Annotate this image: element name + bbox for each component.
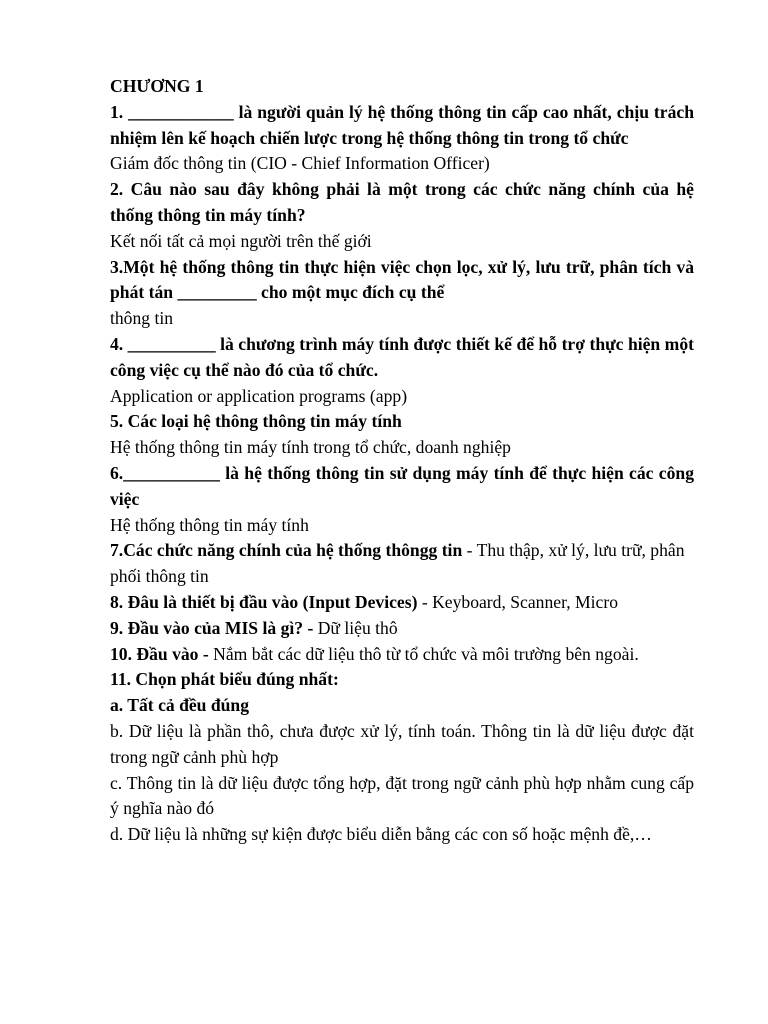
question-1: 1. ____________ là người quản lý hệ thống thông tin cấp cao nhất, chịu trách nhiệm lên kế hoạch chiến lược trong hệ thống thông tin trong tổ chức bbox=[110, 101, 694, 148]
option-a: a. Tất cả đều đúng bbox=[110, 695, 249, 716]
question-10: 10. Đầu vào - bbox=[110, 643, 209, 664]
question-8: 8. Đâu là thiết bị đầu vào (Input Devices) bbox=[110, 591, 418, 612]
option-c: c. Thông tin là dữ liệu được tổng hợp, đặt trong ngữ cảnh phù hợp nhằm cung cấp ý nghĩa nào đó bbox=[110, 772, 694, 819]
question-2: 2. Câu nào sau đây không phải là một trong các chức năng chính của hệ thống thông tin máy tính? bbox=[110, 179, 694, 225]
answer-4: Application or application programs (app) bbox=[110, 385, 408, 406]
option-b: b. Dữ liệu là phần thô, chưa được xử lý, tính toán. Thông tin là dữ liệu được đặt trong ngữ cảnh phù hợp bbox=[110, 720, 694, 767]
answer-6: Hệ thống thông tin máy tính bbox=[110, 514, 309, 535]
answer-2: Kết nối tất cả mọi người trên thế giới bbox=[110, 230, 372, 251]
answer-1: Giám đốc thông tin (CIO - Chief Information Officer) bbox=[110, 153, 490, 174]
answer-7: - Thu thập, xử lý, lưu trữ, phân phối thông tin bbox=[110, 540, 685, 587]
question-4: 4. __________ là chương trình máy tính được thiết kế để hỗ trợ thực hiện một công việc cụ thể nào đó của tổ chức. bbox=[110, 333, 694, 380]
item-10 bbox=[110, 642, 694, 668]
answer-9: Dữ liệu thô bbox=[313, 617, 398, 638]
question-7: 7.Các chức năng chính của hệ thống thôngg tin bbox=[110, 540, 463, 561]
question-9: 9. Đầu vào của MIS là gì? - bbox=[110, 617, 314, 638]
document-page bbox=[110, 74, 694, 848]
answer-5: Hệ thống thông tin máy tính trong tổ chức, doanh nghiệp bbox=[110, 437, 511, 458]
chapter-title: CHƯƠNG 1 bbox=[110, 76, 204, 96]
question-5: 5. Các loại hệ thông thông tin máy tính bbox=[110, 411, 402, 432]
question-6: 6.___________ là hệ thống thông tin sử dụng máy tính để thực hiện các công việc bbox=[110, 462, 694, 509]
answer-10: Nắm bắt các dữ liệu thô từ tổ chức và môi trường bên ngoài. bbox=[208, 643, 639, 664]
item-7 bbox=[110, 538, 694, 590]
answer-3: thông tin bbox=[110, 308, 174, 329]
question-3: 3.Một hệ thống thông tin thực hiện việc chọn lọc, xử lý, lưu trữ, phân tích và phát tán _________ cho một mục đích cụ thể bbox=[110, 256, 694, 303]
item-9 bbox=[110, 616, 694, 642]
question-11: 11. Chọn phát biểu đúng nhất: bbox=[110, 669, 339, 690]
item-8 bbox=[110, 590, 694, 616]
answer-8: - Keyboard, Scanner, Micro bbox=[417, 591, 619, 612]
option-d: d. Dữ liệu là những sự kiện được biểu diễn bằng các con số hoặc mệnh đề,… bbox=[110, 824, 652, 845]
